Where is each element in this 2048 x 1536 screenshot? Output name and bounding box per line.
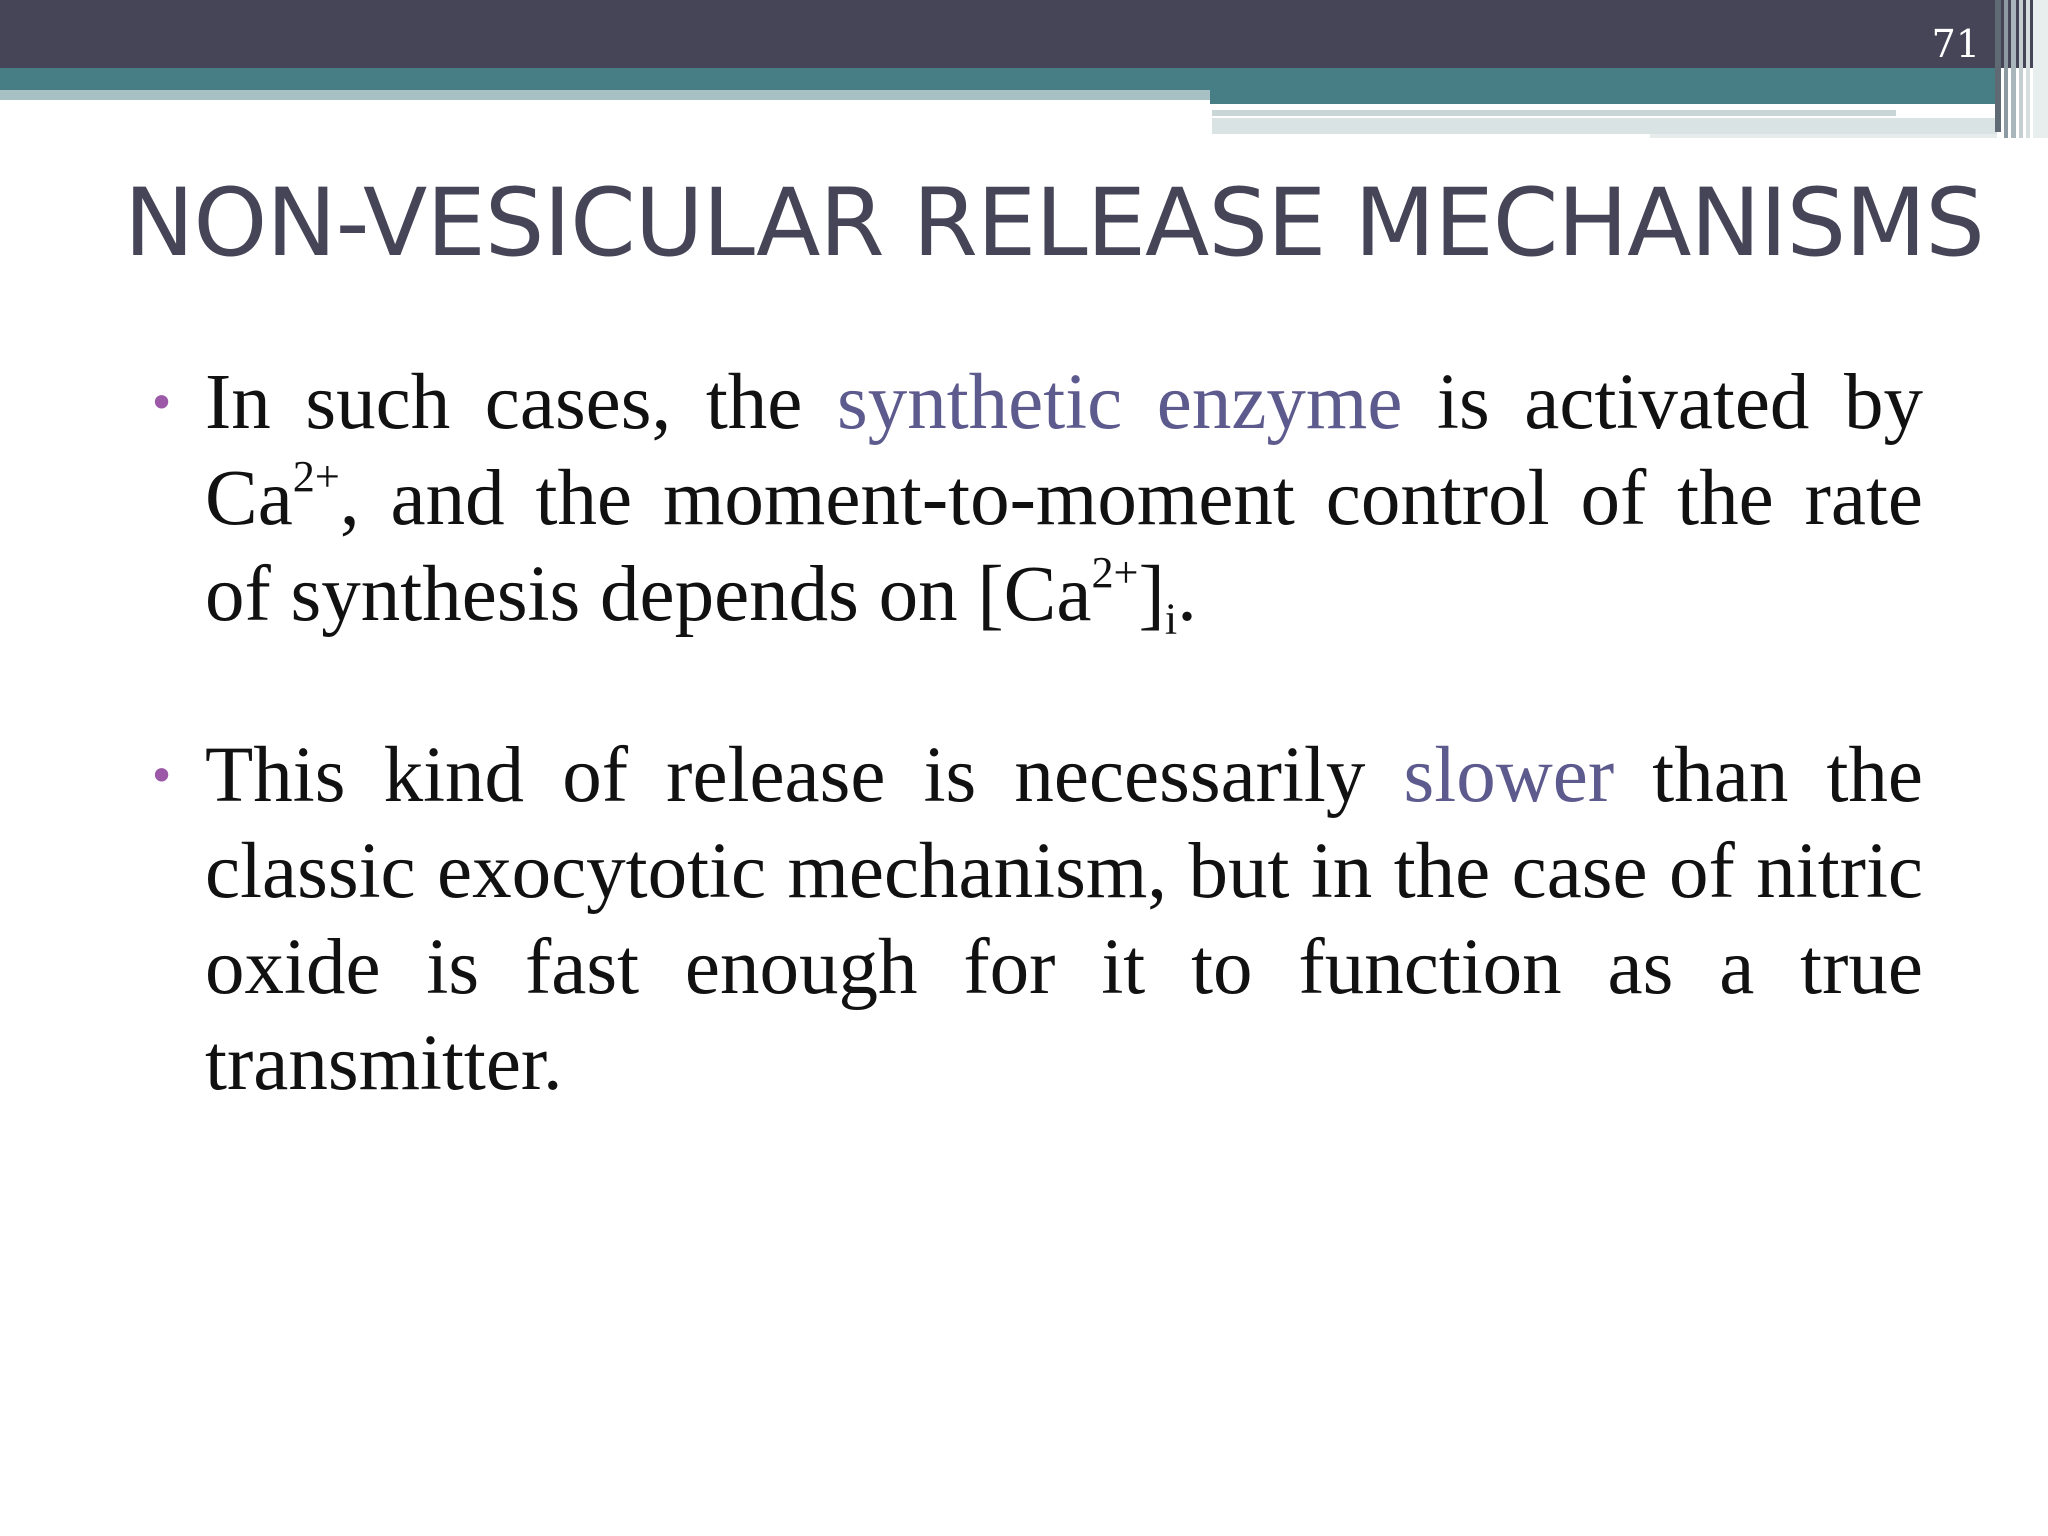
header-vertical-stripe xyxy=(1995,0,2001,132)
header-vertical-stripe xyxy=(2019,0,2023,138)
header-bar-light xyxy=(1212,118,1997,134)
superscript-charge: 2+ xyxy=(292,451,340,501)
bullet-dot-icon: • xyxy=(148,376,176,430)
highlighted-term: slower xyxy=(1403,732,1615,819)
header-bar-light-2 xyxy=(1650,134,1997,138)
highlighted-term: synthetic enzyme xyxy=(836,359,1403,446)
header-vertical-stripe xyxy=(2004,0,2008,138)
header-vertical-stripe xyxy=(2033,0,2048,138)
header-vertical-stripe xyxy=(2011,0,2016,138)
superscript-charge: 2+ xyxy=(1091,547,1139,597)
bullet-text: , and the moment-to-moment control of the rate of synthesis depends on [Ca xyxy=(205,455,1923,638)
bullet-text: This kind of release is necessarily xyxy=(205,732,1404,819)
header-bar-teal-right xyxy=(1210,90,1995,104)
header-bar-dark xyxy=(0,0,2048,68)
header-line xyxy=(1212,110,1896,116)
slide-title: NON-VESICULAR RELEASE MECHANISMS xyxy=(124,169,1984,278)
bullet-text: ] xyxy=(1138,551,1165,638)
bullet-dot-icon: • xyxy=(148,749,176,803)
bullet-item xyxy=(148,355,1923,643)
header-bar-teal-light xyxy=(0,90,1210,100)
bullet-text: is activated by Ca xyxy=(205,359,1924,542)
header-vertical-stripe xyxy=(2026,0,2030,138)
bullet-list xyxy=(148,355,1923,1197)
bullet-text: In such cases, the xyxy=(205,359,837,446)
header-bar-teal xyxy=(0,68,1995,90)
bullet-item xyxy=(148,728,1923,1112)
subscript-intracellular: i xyxy=(1164,594,1178,644)
bullet-text: than the classic exocytotic mechanism, but in the case of nitric oxide is fast enough for it to function as a true transmitter. xyxy=(205,732,1923,1107)
bullet-text: . xyxy=(1177,551,1197,638)
slide-number: 71 xyxy=(1931,22,1980,66)
